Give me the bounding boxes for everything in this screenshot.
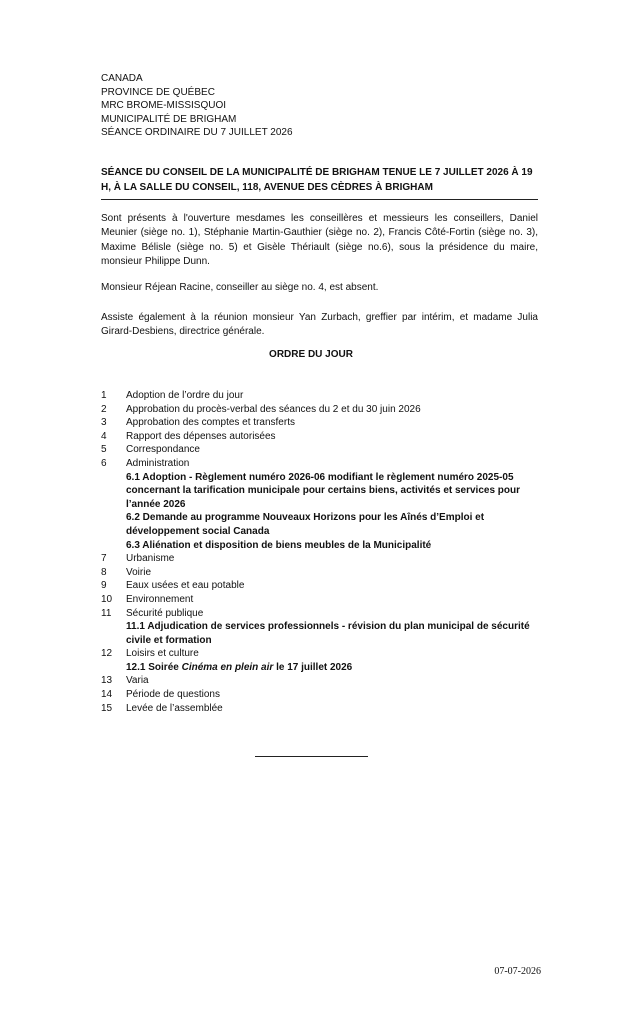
agenda-item-text: Administration — [126, 457, 190, 469]
agenda-item — [101, 674, 538, 688]
agenda-item-number: 11 — [101, 607, 112, 619]
agenda-item-text: Adoption de l’ordre du jour — [126, 390, 244, 401]
agenda-subitem: 6.3 Aliénation et disposition de biens meubles de la Municipalité — [126, 539, 432, 551]
agenda-subitem: 6.1 Adoption - Règlement numéro 2026-06 modifiant le règlement numéro 2025-05 concernant la tarification municipale pour certains biens, activités et services pour l’année 2026 — [126, 471, 521, 510]
agenda-item — [101, 647, 538, 661]
agenda-item-number: 7 — [101, 553, 107, 565]
agenda-item — [101, 403, 538, 417]
agenda-item — [101, 430, 538, 444]
header-country: CANADA — [101, 73, 143, 84]
agenda-item — [101, 416, 538, 430]
agenda-item-number: 4 — [101, 430, 107, 442]
agenda-item — [101, 457, 538, 471]
agenda-subitem: 11.1 Adjudication de services professionnels - révision du plan municipal de sécurité civile et formation — [126, 621, 530, 646]
agenda-item-text: Environnement — [126, 593, 194, 605]
agenda-item — [101, 702, 538, 716]
agenda-item-text: Loisirs et culture — [126, 648, 199, 660]
signature-line — [255, 756, 368, 757]
agenda-item-number: 14 — [101, 689, 113, 701]
agenda-list — [101, 389, 538, 715]
agenda-item — [101, 552, 538, 566]
agenda-item — [101, 593, 538, 607]
header-municipality: MUNICIPALITÉ DE BRIGHAM — [101, 113, 237, 125]
agenda-item-number: 12 — [101, 648, 113, 660]
agenda-item-number: 3 — [101, 417, 107, 429]
header-mrc: MRC BROME-MISSISQUOI — [101, 100, 227, 112]
header-session: SÉANCE ORDINAIRE DU 7 JUILLET 2026 — [101, 127, 293, 139]
agenda-title: ORDRE DU JOUR — [269, 349, 353, 360]
presents-paragraph: Sont présents à l'ouverture mesdames les conseillères et messieurs les conseillers, Daniel Meunier (siège no. 1), Stéphanie Martin-Gauthier (siège no. 2), Francis Côté-Fortin (siège no. 3), Maxime Bélisle (siège no. 5) et Gisèle Thériault (siège no.6), sous la présidence du maire, monsieur Philippe Dunn. — [101, 213, 538, 268]
assiste-paragraph: Assiste également à la réunion monsieur Yan Zurbach, greffier par intérim, et madame Julia Girard-Desbiens, directrice générale. — [101, 312, 538, 338]
agenda-item-number: 10 — [101, 593, 113, 605]
agenda-item-number: 2 — [101, 403, 107, 415]
agenda-item-number: 9 — [101, 580, 107, 592]
agenda-item-text: Urbanisme — [126, 553, 175, 565]
agenda-subitem-part: le 17 juillet 2026 — [273, 661, 353, 673]
agenda-item-number: 15 — [101, 702, 113, 714]
agenda-item-number: 6 — [101, 457, 107, 469]
agenda-item-text: Correspondance — [126, 444, 200, 456]
agenda-subitem: 6.2 Demande au programme Nouveaux Horizons pour les Aînés d’Emploi et développement social Canada — [126, 512, 485, 537]
agenda-item-text: Approbation des comptes et transferts — [126, 417, 295, 429]
agenda-item-number: 5 — [101, 444, 107, 456]
agenda-item — [101, 579, 538, 593]
agenda-item — [101, 389, 538, 403]
agenda-item — [101, 443, 538, 457]
absent-paragraph: Monsieur Réjean Racine, conseiller au siège no. 4, est absent. — [101, 282, 379, 293]
agenda-item-text: Levée de l’assemblée — [126, 702, 223, 714]
agenda-item-text: Approbation du procès-verbal des séances du 2 et du 30 juin 2026 — [126, 403, 421, 415]
agenda-item-number: 8 — [101, 566, 107, 578]
header-province: PROVINCE DE QUÉBEC — [101, 86, 215, 98]
agenda-item — [101, 607, 538, 621]
agenda-item-text: Voirie — [126, 566, 152, 578]
agenda-item-text: Période de questions — [126, 689, 220, 701]
agenda-item-number: 13 — [101, 675, 113, 687]
agenda-item-text: Varia — [126, 675, 149, 687]
agenda-subitem-part: 12.1 Soirée — [126, 661, 182, 673]
agenda-subitem — [101, 661, 538, 675]
agenda-item-text: Rapport des dépenses autorisées — [126, 430, 276, 442]
footer-date: 07-07-2026 — [494, 966, 541, 977]
agenda-item-text: Sécurité publique — [126, 607, 204, 619]
agenda-item — [101, 566, 538, 580]
agenda-item — [101, 688, 538, 702]
agenda-item-number: 1 — [101, 390, 107, 401]
document-header — [101, 72, 293, 140]
document-title: SÉANCE DU CONSEIL DE LA MUNICIPALITÉ DE BRIGHAM TENUE LE 7 JUILLET 2026 À 19 H, À LA SALLE DU CONSEIL, 118, AVENUE DES CÈDRES À BRIGHAM — [101, 166, 538, 200]
agenda-subitem-part: Cinéma en plein air — [181, 661, 274, 673]
agenda-item-text: Eaux usées et eau potable — [126, 580, 245, 592]
